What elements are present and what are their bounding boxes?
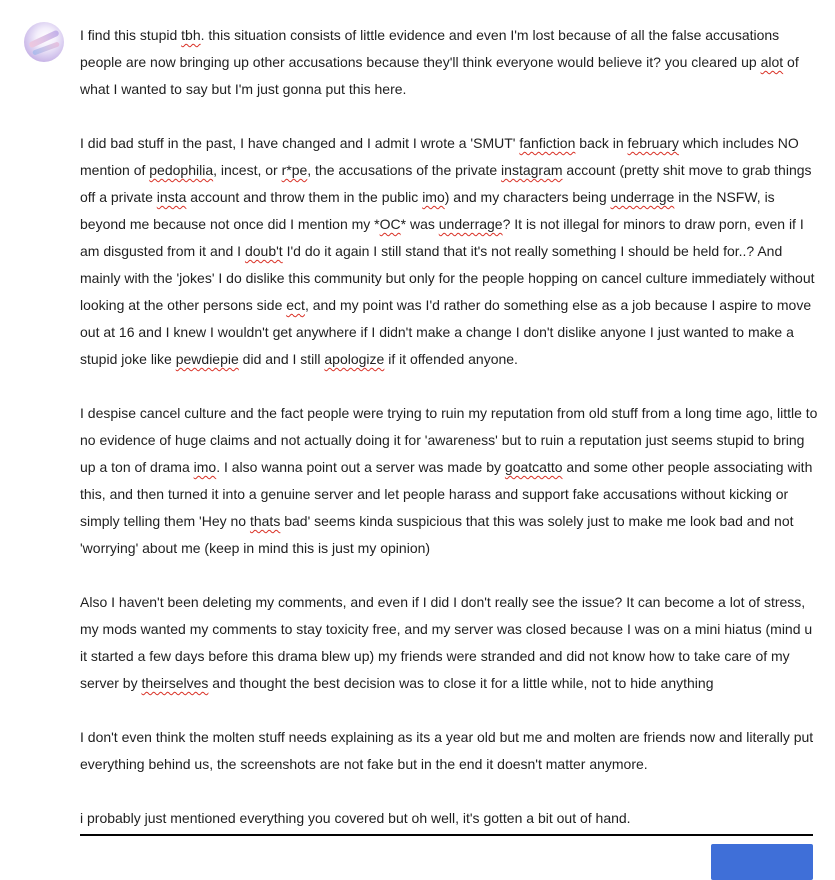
comment-text-run: , and my point was I'd rather do something else as a job because I aspire to move out at 16 and I knew I wouldn't get anywhere if I didn't make a change I don't dislike anyone I just wanted to make a stupid joke like <box>80 297 812 367</box>
misspelled-word: goatcatto <box>504 459 563 475</box>
misspelled-word: ect <box>286 297 305 313</box>
comment-text-run: ) and my characters being <box>444 189 611 205</box>
comment-text-run: I did bad stuff in the past, I have changed and I admit I wrote a 'SMUT' <box>80 135 520 151</box>
comment-text-run: Also I haven't been deleting my comments, and even if I did I don't really see the issue? It can become a lot of stress, my mods wanted my comments to stay toxicity free, and my server was closed because I was on a mini hiatus (mind u it started a few days before this drama blew up) my friends were stranded and did not know how to take care of my server by <box>80 594 813 691</box>
comment-text-run: i probably just mentioned everything you covered but oh well, it's gotten a bit out of hand. <box>80 810 631 826</box>
comment-text-run: I'd do it again I still stand that it's not really something I should be held for..? And mainly with the 'jokes' I do dislike this community but only for the people hopping on cancel culture immediately without looking at the other persons side <box>80 243 815 313</box>
comment-text-run: in the NSFW, is beyond me because not once did I mention my * <box>80 189 775 232</box>
comment-paragraph <box>80 130 820 373</box>
misspelled-word: imo <box>193 459 217 475</box>
comment-text-run: , the accusations of the private <box>307 162 502 178</box>
misspelled-word: pewdiepie <box>175 351 239 367</box>
misspelled-word: fanfiction <box>519 135 576 151</box>
comment-input-underline <box>80 834 813 836</box>
misspelled-word: thats <box>249 513 281 529</box>
comment-text-run: and some other people associating with this, and then turned it into a genuine server and let people harass and support fake accusations without kicking or simply telling them 'Hey no <box>80 459 813 529</box>
comment-text-run: of what I wanted to say but I'm just gonna put this here. <box>80 54 799 97</box>
misspelled-word: underrage <box>438 216 503 232</box>
comment-text-run: bad' seems kinda suspicious that this was solely just to make me look bad and not 'worrying' about me (keep in mind this is just my opinion) <box>80 513 794 556</box>
comment-text-run: , incest, or <box>213 162 282 178</box>
misspelled-word: alot <box>760 54 784 70</box>
comment-text-input[interactable] <box>80 22 820 832</box>
comment-text-run: I find this stupid <box>80 27 182 43</box>
misspelled-word: doub't <box>244 243 283 259</box>
misspelled-word: tbh <box>181 27 201 43</box>
comment-text-run: ? It is not illegal for minors to draw porn, even if I am disgusted from it and I <box>80 216 804 259</box>
misspelled-word: instagram <box>501 162 563 178</box>
comment-text-run: account (pretty shit move to grab things off a private <box>80 162 812 205</box>
misspelled-word: pedophilia <box>149 162 214 178</box>
comment-paragraph <box>80 805 820 832</box>
comment-text-run: account and throw them in the public <box>186 189 423 205</box>
misspelled-word: theirselves <box>141 675 209 691</box>
comment-text-run: and thought the best decision was to close it for a little while, not to hide anything <box>208 675 714 691</box>
misspelled-word: r*pe <box>281 162 308 178</box>
avatar <box>24 22 64 62</box>
comment-text-run: I don't even think the molten stuff needs explaining as its a year old but me and molten are friends now and literally put everything behind us, the screenshots are not fake but in the end it doesn't matter anymore. <box>80 729 814 772</box>
comment-text-run: . this situation consists of little evidence and even I'm lost because of all the false accusations people are now bringing up other accusations because they'll think everyone would believe it? you cleared up <box>80 27 780 70</box>
misspelled-word: underrage <box>610 189 675 205</box>
comment-paragraph <box>80 724 820 778</box>
comment-text-run: did and I still <box>238 351 325 367</box>
comment-text-run: which includes NO mention of <box>80 135 799 178</box>
misspelled-word: apologize <box>324 351 385 367</box>
comment-text-run: I despise cancel culture and the fact people were trying to ruin my reputation from old stuff from a long time ago, little to no evidence of huge claims and not actually doing it for 'awareness' but to ruin a reputation just seems stupid to bring up a ton of drama <box>80 405 818 475</box>
misspelled-word: imo <box>422 189 445 205</box>
misspelled-word: february <box>627 135 679 151</box>
comment-paragraph <box>80 589 820 697</box>
comment-paragraph <box>80 400 820 562</box>
comment-text-run: . I also wanna point out a server was made by <box>216 459 505 475</box>
comment-submit-button[interactable] <box>711 844 813 880</box>
comment-text-run: back in <box>575 135 628 151</box>
comment-paragraph <box>80 22 820 103</box>
misspelled-word: insta <box>156 189 187 205</box>
comment-text-run: * was <box>400 216 439 232</box>
comment-text-run: if it offended anyone. <box>384 351 518 367</box>
misspelled-word: OC <box>379 216 401 232</box>
